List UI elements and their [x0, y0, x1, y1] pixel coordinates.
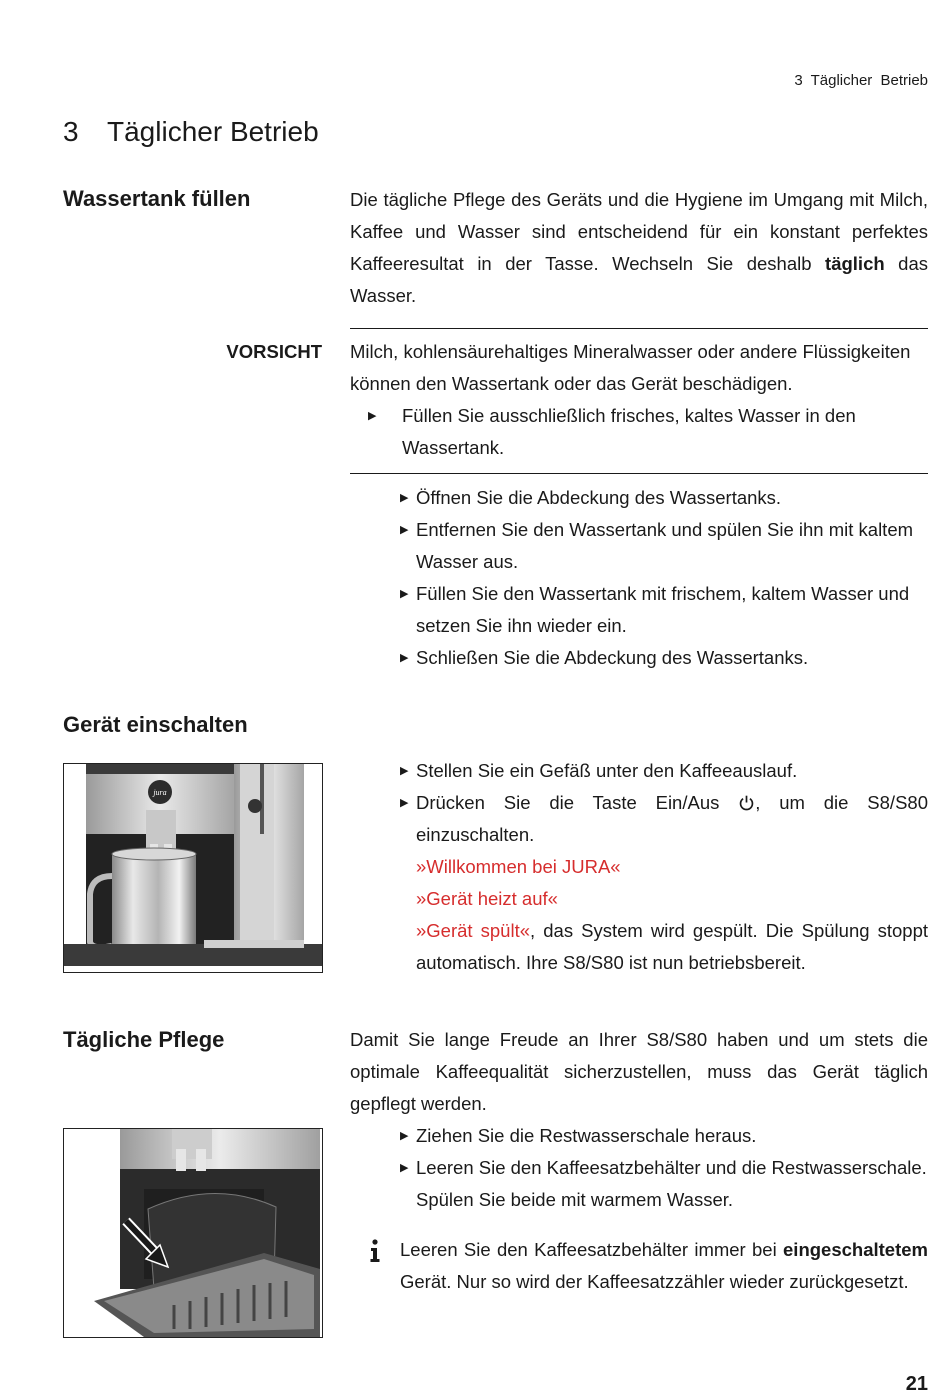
caution-step: ▶ Füllen Sie ausschließlich frisches, kaltes Wasser in den Wassertank.: [368, 400, 928, 464]
page-number: 21: [905, 1373, 928, 1395]
chapter-title: [63, 116, 319, 148]
display-message-rinsing: »Gerät spült«: [416, 920, 531, 941]
triangle-right-icon: ▶: [400, 492, 409, 504]
triangle-right-icon: ▶: [400, 1130, 409, 1142]
display-messages: [416, 851, 928, 979]
section-heading-fill-tank: Wassertank füllen: [63, 186, 251, 211]
triangle-right-icon: ▶: [400, 652, 409, 664]
running-header: 3 Täglicher Betrieb: [794, 72, 928, 89]
fill-tank-steps: [400, 482, 928, 674]
chapter-number: 3: [63, 116, 79, 147]
step-item: ▶ Schließen Sie die Abdeckung des Wassertanks.: [400, 642, 928, 674]
triangle-right-icon: ▶: [400, 524, 409, 536]
daily-care-steps: [400, 1120, 928, 1216]
step-item: ▶ Leeren Sie den Kaffeesatzbehälter und die Restwasserschale. Spülen Sie beide mit warmem Wasser.: [400, 1152, 928, 1216]
emphasis-daily: täglich: [825, 253, 885, 274]
step-item: ▶ Ziehen Sie die Restwasserschale heraus.: [400, 1120, 928, 1152]
step-item: ▶ Stellen Sie ein Gefäß unter den Kaffeeauslauf.: [400, 755, 928, 787]
triangle-right-icon: ▶: [368, 410, 377, 422]
section-heading-daily-care: Tägliche Pflege: [63, 1027, 225, 1052]
fill-tank-intro: Die tägliche Pflege des Geräts und die Hygiene im Umgang mit Milch, Kaffee und Wasser sind entscheidend für ein konstant perfektes Kaffeeresultat in der Tasse. Wechseln Sie deshalb täglich das Wasser.: [350, 189, 929, 306]
section-heading-power-on: Gerät einschalten: [63, 712, 248, 737]
chapter-title-text: Täglicher Betrieb: [107, 116, 319, 147]
step-item: ▶ Entfernen Sie den Wassertank und spülen Sie ihn mit kaltem Wasser aus.: [400, 514, 928, 578]
display-message-welcome: »Willkommen bei JURA«: [416, 856, 621, 877]
caution-bottom-rule: [350, 473, 928, 474]
triangle-right-icon: ▶: [400, 588, 409, 600]
triangle-right-icon: ▶: [400, 1162, 409, 1174]
figure-drip-tray: [63, 1128, 323, 1338]
info-note: Leeren Sie den Kaffeesatzbehälter immer bei eingeschaltetem Gerät. Nur so wird der Kaffeesatzzähler wieder zurückgesetzt.: [400, 1239, 928, 1292]
figure-machine-with-jug: [63, 763, 323, 973]
triangle-right-icon: ▶: [400, 797, 409, 809]
brand-logo: jura: [153, 788, 167, 797]
step-item: ▶ Drücken Sie die Taste Ein/Aus , um die S8/S80 einzuschalten.: [400, 787, 928, 851]
caution-text: Milch, kohlensäurehaltiges Mineralwasser oder andere Flüssigkeiten können den Wassertank oder das Gerät beschädigen.: [350, 341, 911, 394]
step-item: ▶ Füllen Sie den Wassertank mit frischem, kaltem Wasser und setzen Sie ihn wieder ein.: [400, 578, 928, 642]
info-icon: [368, 1238, 382, 1264]
display-message-heating: »Gerät heizt auf«: [416, 888, 558, 909]
power-icon: [738, 794, 755, 811]
step-item: ▶ Öffnen Sie die Abdeckung des Wassertanks.: [400, 482, 928, 514]
display-message-rinsing-line: »Gerät spült«, das System wird gespült. Die Spülung stoppt automatisch. Ihre S8/S80 ist nun betriebsbereit.: [416, 920, 928, 973]
emphasis-switched-on: eingeschaltetem: [783, 1239, 928, 1260]
caution-top-rule: [350, 328, 928, 329]
machine-jug-illustration: [64, 764, 322, 972]
drip-tray-illustration: [64, 1129, 322, 1337]
caution-steps: [368, 400, 928, 464]
caution-label: VORSICHT: [226, 341, 322, 362]
daily-care-intro: Damit Sie lange Freude an Ihrer S8/S80 haben und um stets die optimale Kaffeequalität sicherzustellen, muss das Gerät täglich gepflegt werden.: [350, 1029, 928, 1114]
triangle-right-icon: ▶: [400, 765, 409, 777]
power-on-steps: [400, 755, 928, 851]
